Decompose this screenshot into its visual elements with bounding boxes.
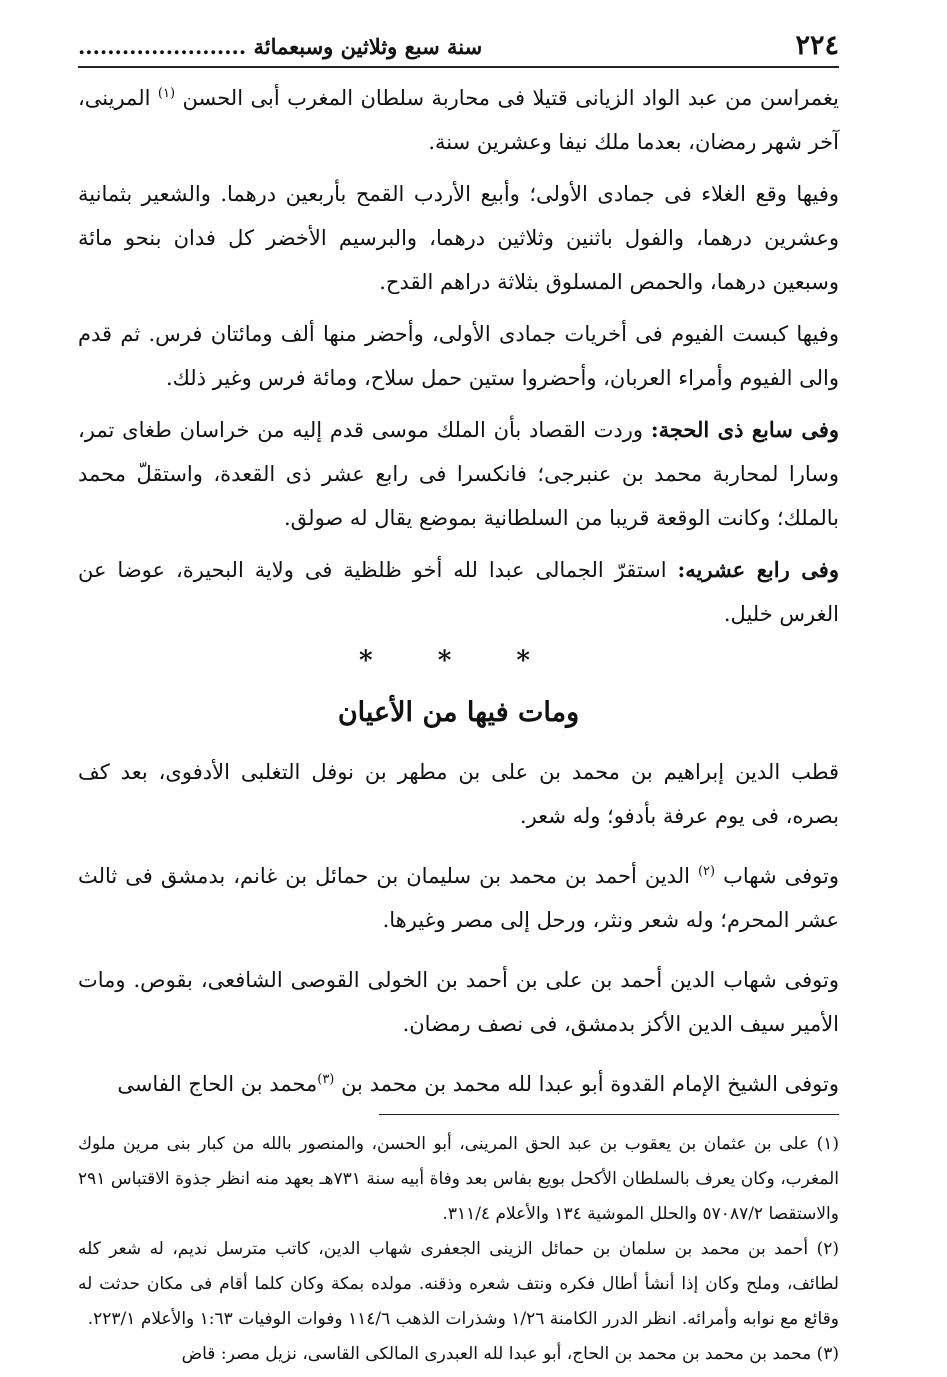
obituary-text: وتوفى شهاب الدين أحمد بن على بن أحمد بن الخولى القوصى الشافعى، بقوص. ومات الأمير سيف الدين الأكز بدمشق، فى نصف رمضان. xyxy=(78,968,839,1036)
paragraph-2 xyxy=(78,172,839,304)
paragraph-lead: وفى رابع عشريه: xyxy=(677,557,839,582)
obituary-1 xyxy=(78,750,839,838)
obituary-text-tail: محمد بن الحاج الفاسى xyxy=(117,1072,318,1096)
footnote-ref-1: (١) xyxy=(157,86,176,101)
obituary-text: قطب الدين إبراهيم بن محمد بن على بن مطهر بن نوفل التغلبى الأدفوى، بعد كف بصره، فى يوم عرفة بأدفو؛ وله شعر. xyxy=(78,760,839,828)
obituary-3 xyxy=(78,958,839,1046)
obituary-4 xyxy=(78,1062,839,1106)
paragraph-text: وفيها كبست الفيوم فى أخريات جمادى الأولى، وأحضر منها ألف ومائتان فرس. ثم قدم والى الفيوم وأمراء العربان، وأحضروا ستين حمل سلاح، ومائة فرس وغير ذلك. xyxy=(78,322,839,390)
paragraph-4 xyxy=(78,408,839,540)
paragraph-lead: وفى سابع ذى الحجة: xyxy=(650,417,839,442)
obituary-text: وتوفى الشيخ الإمام القدوة أبو عبدا لله محمد بن محمد بن xyxy=(341,1072,839,1096)
paragraph-5 xyxy=(78,548,839,636)
footnote-rule xyxy=(379,1114,839,1115)
footnote-ref-2: (٢) xyxy=(697,864,716,879)
footnote-ref-3: (٣) xyxy=(317,1072,335,1087)
paragraph-3 xyxy=(78,312,839,400)
paragraph-text: وردت القصاد بأن الملك موسى قدم إليه من خراسان طغاى تمر، وسارا لمحاربة محمد بن عنبرجى؛ فانكسرا فى رابع عشر ذى القعدة، واستقلّ محمد بالملك؛ وكانت الوقعة قريبا من السلطانية بموضع يقال له صولق. xyxy=(78,418,839,530)
running-title: سنة سبع وثلاثين وسبعمائة ....................... xyxy=(78,34,483,59)
section-separator-stars: * * * xyxy=(359,646,558,676)
footnote-1: (١) على بن عثمان بن يعقوب بن عبد الحق المرينى، أبو الحسن، والمنصور بالله من كبار بنى مرين ملوك المغرب، وكان يعرف بالسلطان الأكحل بويع بفاس بعد وفاة أبيه سنة ٧٣١هـ بعهد منه انظر جذوة الاقتباس ٢٩١ والاستقصا ٥٧٠٨٧/٢ والحلل الموشية ١٣٤ والأعلام ٣١١/٤. xyxy=(78,1134,839,1224)
footnote-3: (٣) محمد بن محمد بن محمد بن الحاج، أبو عبدا لله العبدرى المالكى القاسى، نزيل مصر: قاض xyxy=(181,1344,839,1364)
section-title: ومات فيها من الأعيان xyxy=(337,697,580,728)
paragraph-1 xyxy=(78,76,839,164)
header-rule xyxy=(78,66,839,68)
paragraph-text: وفيها وقع الغلاء فى جمادى الأولى؛ وأبيع الأردب القمح بأربعين درهما. والشعير بثمانية وعشرين درهما، والفول باثنين وثلاثين درهما، والبرسيم الأخضر كل فدان بنحو مائة وسبعين درهما، والحمص المسلوق بثلاثة دراهم القدح. xyxy=(78,182,839,294)
paragraph-text: يغمراسن من عبد الواد الزيانى قتيلا فى محاربة سلطان المغرب أبى الحسن xyxy=(182,86,839,110)
footnote-2: (٢) أحمد بن محمد بن سلمان بن حمائل الزينى الجعفرى شهاب الدين، كاتب مترسل نديم، له شعر كله لطائف، وملح وكان إذا أنشأ أطال فكره ونتف شعره وذقنه. مولده بمكة وكان كلما أقام فى مكان حدثت له وقائع مع نوابه وأمرائه. انظر الدرر الكامنة ١/٢٦ وشذرات الذهب ١١٤/٦ وفوات الوفيات ١:٦٣ والأعلام ٢٢٣/١. xyxy=(78,1239,839,1329)
paragraph-text-tail: المرينى، آخر شهر رمضان، بعدما ملك نيفا وعشرين سنة. xyxy=(78,86,839,154)
obituary-2 xyxy=(78,854,839,942)
page-header xyxy=(78,30,839,68)
page-number: ٢٢٤ xyxy=(795,30,839,61)
obituary-text: وتوفى شهاب xyxy=(723,864,839,888)
page-body xyxy=(78,76,839,1372)
obituary-text-tail: الدين أحمد بن محمد بن سليمان بن حمائل بن غانم، بدمشق فى ثالث عشر المحرم؛ وله شعر ونثر، ورحل إلى مصر وغيرها. xyxy=(78,864,839,932)
paragraph-text: استقرّ الجمالى عبدا لله أخو ظلظية فى ولاية البحيرة، عوضا عن الغرس خليل. xyxy=(78,558,839,626)
